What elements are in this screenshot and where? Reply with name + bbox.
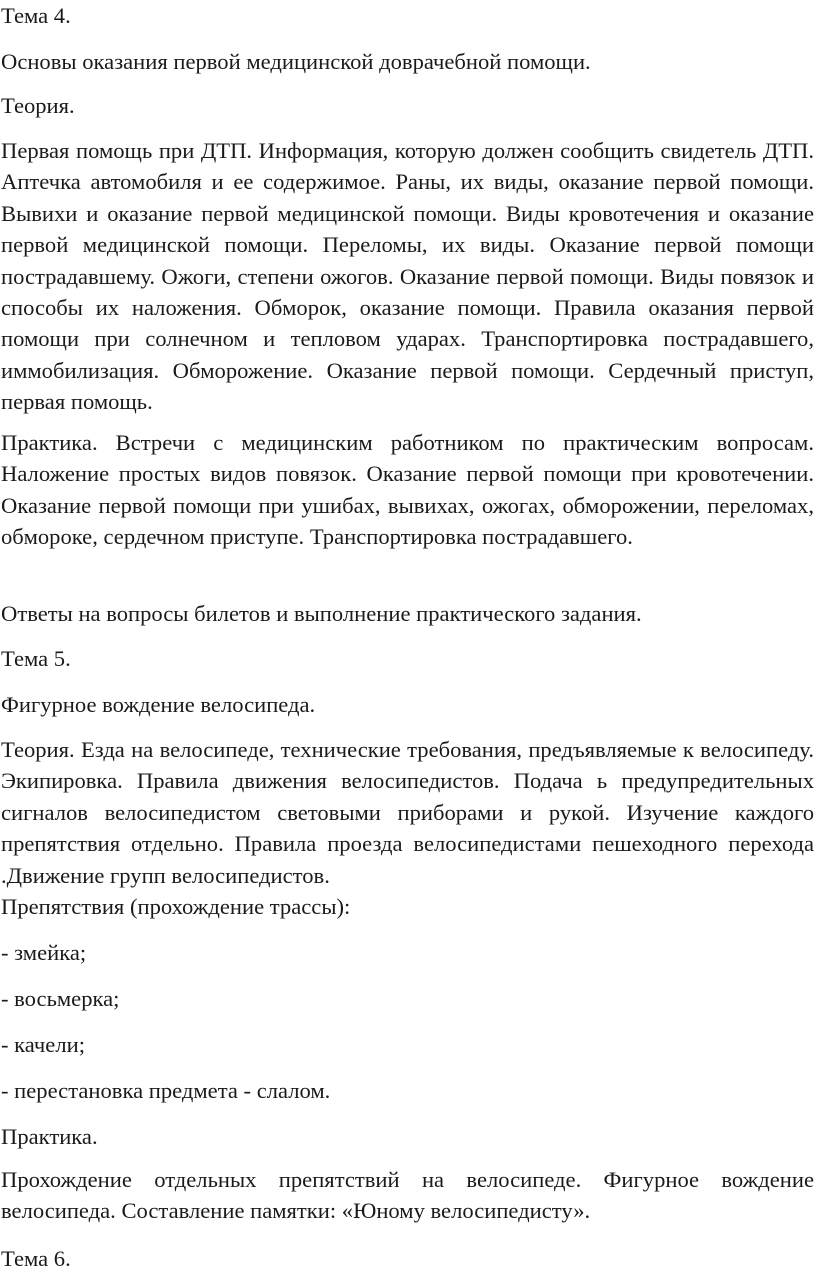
topic5-obstacles-label: Препятствия (прохождение трассы): [1,894,351,919]
topic5-theory-text: Теория. Езда на велосипеде, технические требования, предъявляемые к велосипеду. Экипировка. Правила движения велосипедистов. Подача ь предупредительных сигналов велосипедистом световыми приборами и рукой. Изучение каждого препятствия отдельно. Правила проезда велосипедистами пешеходного перехода .Движение групп велосипедистов. [1,737,814,888]
topic4-practice-text: Практика. Встречи с медицинским работником по практическим вопросам. Наложение простых видов повязок. Оказание первой помощи при кровотечении. Оказание первой помощи при ушибах, вывихах, ожогах, обморожении, переломах, обмороке, сердечном приступе. Транспортировка пострадавшего. [1,430,814,550]
topic4-title: Основы оказания первой медицинской доврачебной помощи. [1,49,591,74]
obstacle-list-item: - восьмерка; [1,986,120,1011]
topic5-practice-text: Прохождение отдельных препятствий на велосипеде. Фигурное вождение велосипеда. Составление памятки: «Юному велосипедисту». [1,1167,814,1224]
topic4-heading: Тема 4. [1,3,71,28]
topic4-answers-text: Ответы на вопросы билетов и выполнение практического задания. [1,601,642,626]
obstacle-list-item: - змейка; [1,940,87,965]
topic4-theory-text: Первая помощь при ДТП. Информация, которую должен сообщить свидетель ДТП. Аптечка автомобиля и ее содержимое. Раны, их виды, оказание первой помощи. Вывихи и оказание первой медицинской помощи. Виды кровотечения и оказание первой медицинской помощи. Переломы, их виды. Оказание первой помощи пострадавшему. Ожоги, степени ожогов. Оказание первой помощи. Виды повязок и способы их наложения. Обморок, оказание помощи. Правила оказания первой помощи при солнечном и тепловом ударах. Транспортировка пострадавшего, иммобилизация. Обморожение. Оказание первой помощи. Сердечный приступ, первая помощь. [1,138,814,415]
topic5-title: Фигурное вождение велосипеда. [1,692,316,717]
topic4-theory-label: Теория. [1,93,75,118]
obstacle-list-item: - качели; [1,1032,85,1057]
topic5-heading: Тема 5. [1,646,71,671]
topic5-practice-label: Практика. [1,1124,98,1149]
obstacle-list-item: - перестановка предмета - слалом. [1,1078,331,1103]
topic6-heading: Тема 6. [1,1246,71,1271]
